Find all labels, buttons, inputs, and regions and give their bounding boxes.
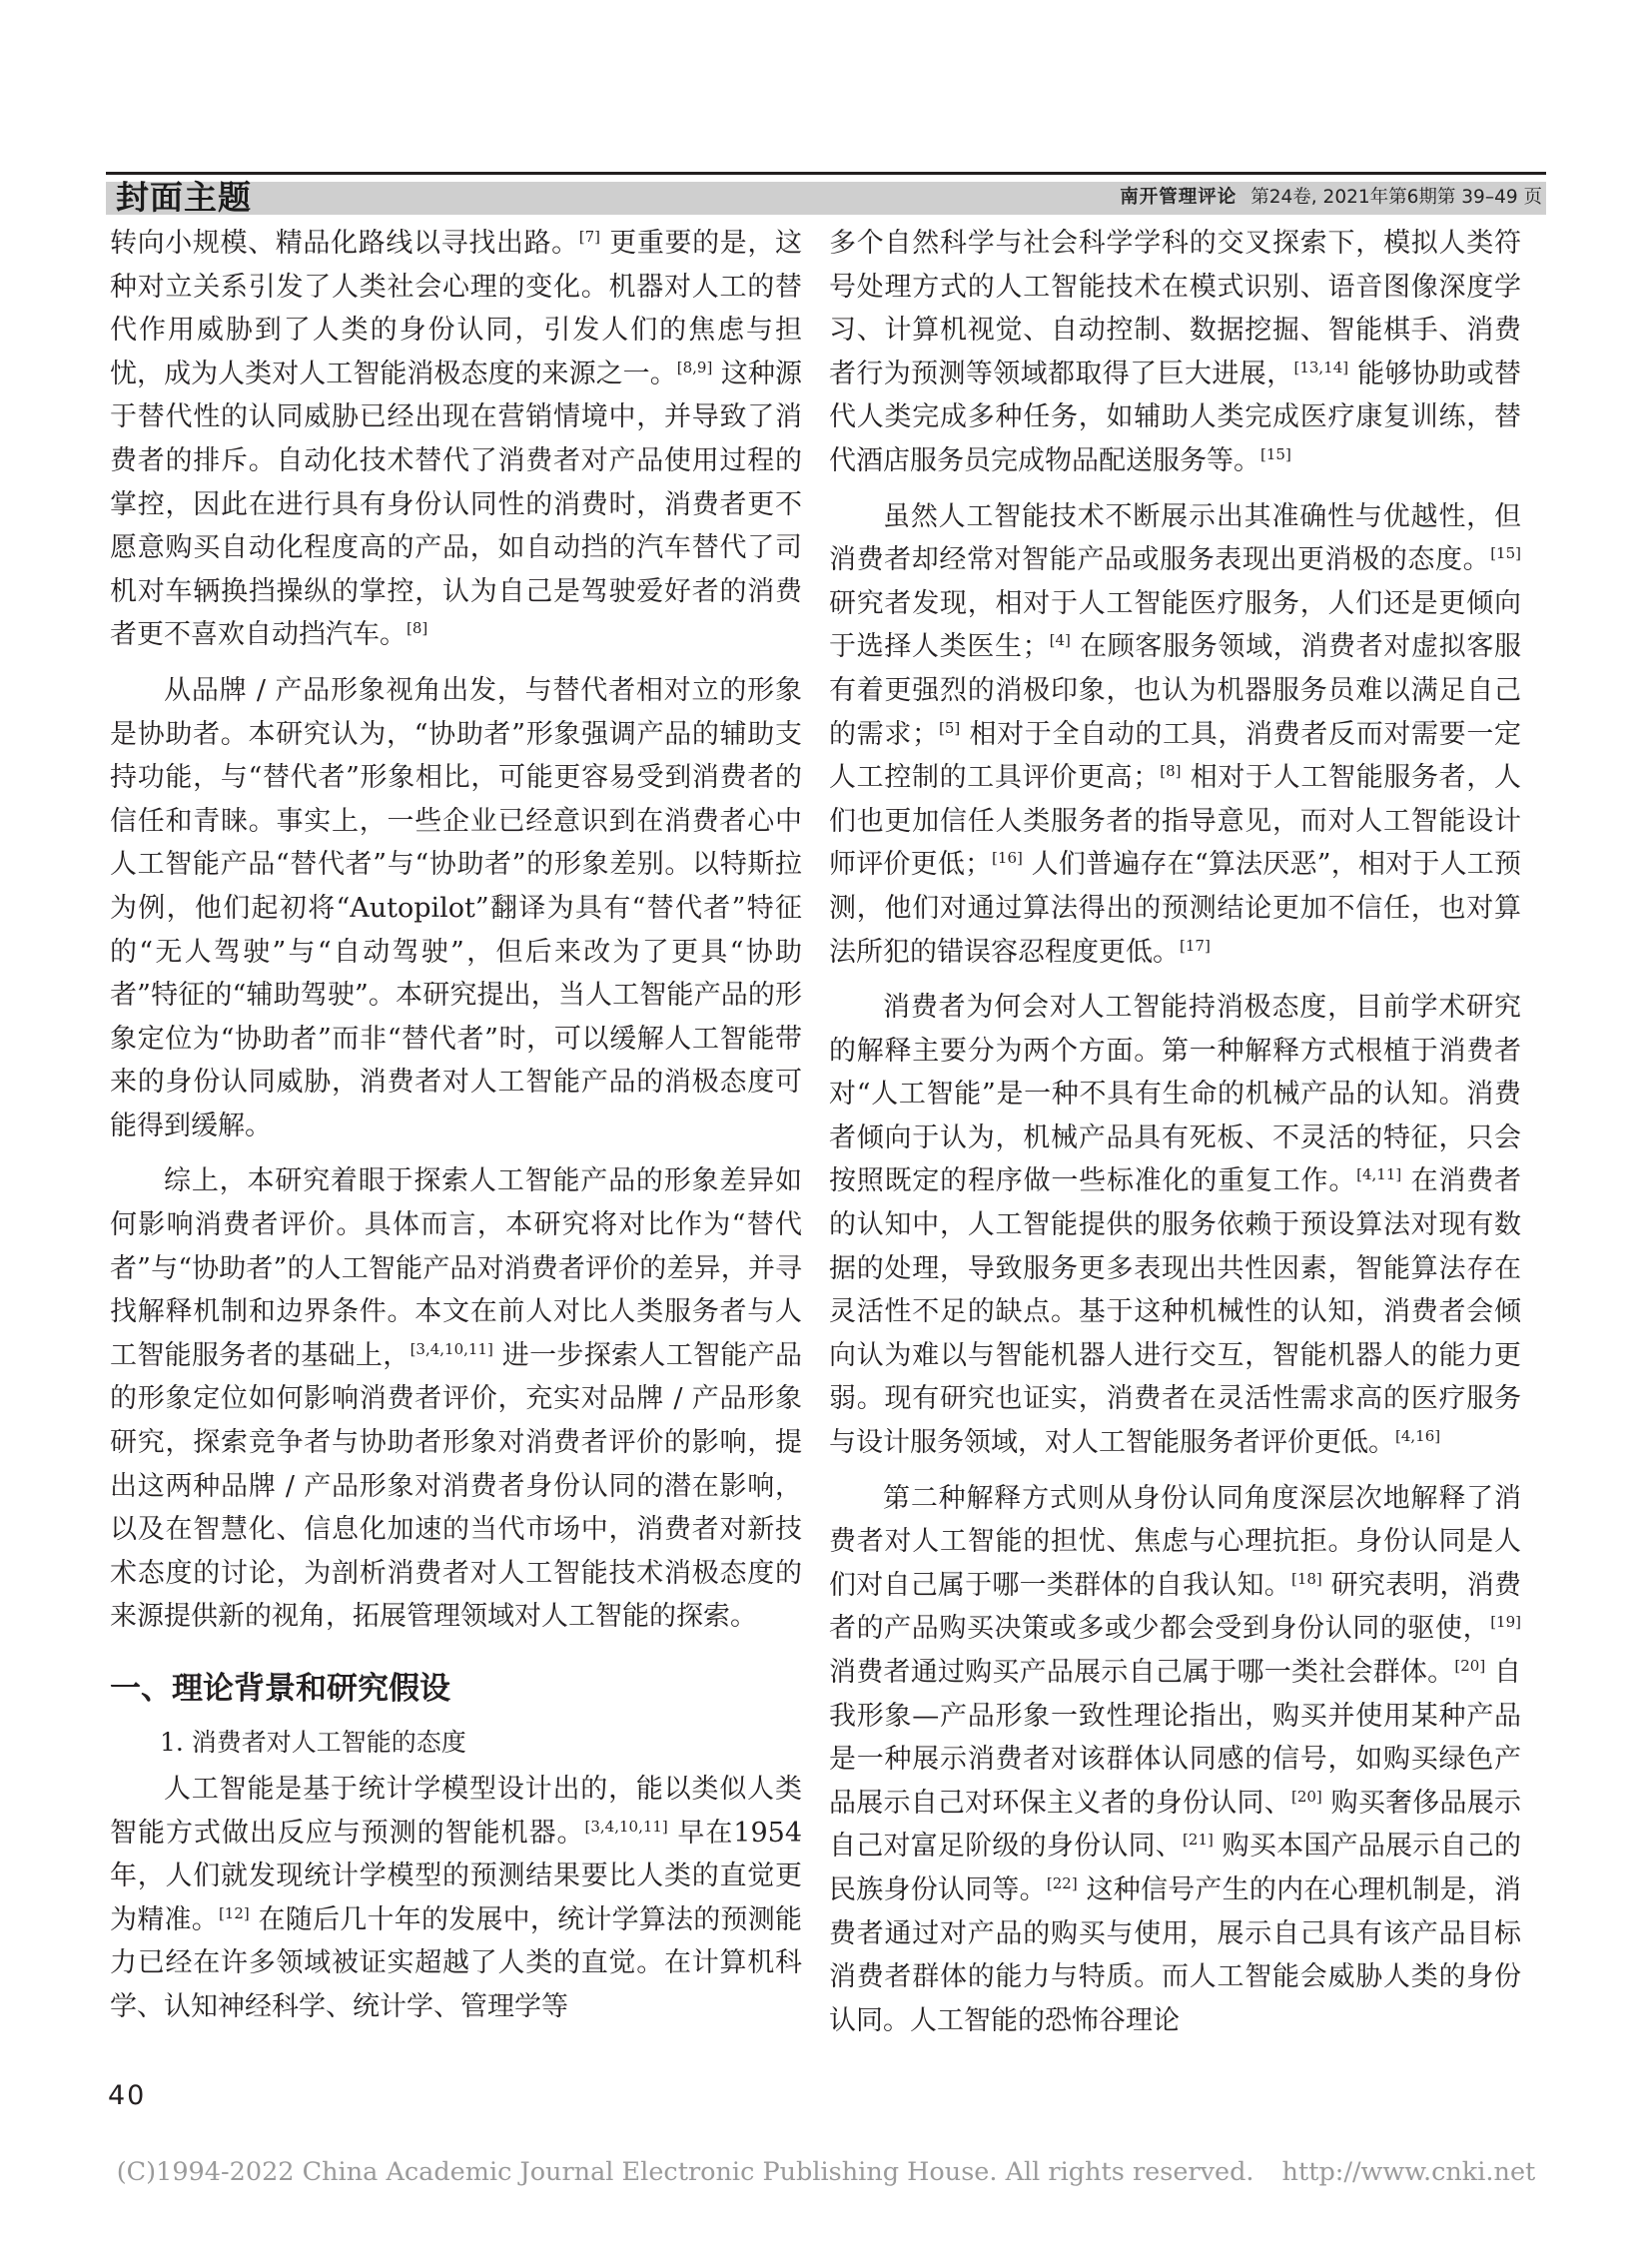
paragraph (829, 222, 1521, 483)
citation-ref: [7] (578, 228, 600, 246)
subsection-heading: 1. 消费者对人工智能的态度 (160, 1728, 466, 1757)
issue-info: 第24卷, 2021年第6期第 39–49 页 (1250, 187, 1542, 208)
body-text: 相对于全自动的工具，消费者反而对需要一定人工控制的工具评价更高； (829, 718, 1521, 794)
body-text: 人工智能是基于统计学模型设计出的，能以类似人类智能方式做出反应与预测的智能机器。 (110, 1774, 802, 1849)
paragraph (110, 222, 802, 657)
body-text: 在顾客服务领域，消费者对虚拟客服有着更强烈的消极印象，也认为机器服务员难以满足自己的需求； (829, 631, 1522, 750)
citation-ref: [18] (1290, 1569, 1322, 1588)
body-text: 第二种解释方式则从身份认同角度深层次地解释了消费者对人工智能的担忧、焦虑与心理抗拒。身份认同是人们对自己属于哪一类群体的自我认知。 (829, 1482, 1521, 1601)
body-text: 购买奢侈品展示自己对富足阶级的身份认同、 (829, 1787, 1521, 1863)
citation-ref: [20] (1454, 1657, 1486, 1675)
body-text: 相对于人工智能服务者，人们也更加信任人类服务者的指导意见，而对人工智能设计师评价更低； (829, 762, 1521, 881)
body-text: 研究表明，消费者的产品购买决策或多或少都会受到身份认同的驱使， (829, 1569, 1521, 1645)
citation-ref: [22] (1046, 1873, 1078, 1892)
citation-ref: [8] (1160, 762, 1182, 781)
paragraph (110, 1159, 802, 1639)
paragraph (829, 1477, 1521, 2043)
citation-ref: [16] (992, 849, 1023, 868)
body-text: 自我形象—产品形象一致性理论指出，购买并使用某种产品是一种展示消费者对该群体认同感的信号，如购买绿色产品展示自己对环保主义者的身份认同、 (829, 1657, 1521, 1819)
page-number: 40 (108, 2080, 147, 2111)
citation-ref: [4,16] (1395, 1427, 1441, 1446)
body-text: 转向小规模、精品化路线以寻找出路。 (110, 228, 579, 259)
body-text: 能够协助或替代人类完成多种任务，如辅助人类完成医疗康复训练，替代酒店服务员完成物品配送服务等。 (829, 358, 1521, 476)
citation-ref: [21] (1183, 1831, 1214, 1850)
body-text: 购买本国产品展示自己的民族身份认同等。 (829, 1831, 1521, 1905)
body-text: 综上，本研究着眼于探索人工智能产品的形象差异如何影响消费者评价。具体而言，本研究将对比作为“替代者”与“协助者”的人工智能产品对消费者评价的差异，并寻找解释机制和边界条件。本文在前人对比人类服务者与人工智能服务者的基础上， (110, 1165, 802, 1371)
journal-name: 南开管理评论 (1120, 187, 1238, 208)
citation-ref: [12] (218, 1903, 250, 1922)
body-text: 在随后几十年的发展中，统计学算法的预测能力已经在许多领域被证实超越了人类的直觉。在计算机科学、认知神经科学、统计学、管理学等 (110, 1903, 802, 2022)
body-text: 多个自然科学与社会科学学科的交叉探索下，模拟人类符号处理方式的人工智能技术在模式识别、语音图像深度学习、计算机视觉、自动控制、数据挖掘、智能棋手、消费者行为预测等领域都取得了巨大进展， (829, 228, 1521, 389)
body-text: 在消费者的认知中，人工智能提供的服务依赖于预设算法对现有数据的处理，导致服务更多表现出共性因素，智能算法存在灵活性不足的缺点。基于这种机械性的认知，消费者会倾向认为难以与智能机器人进行交互，智能机器人的能力更弱。现有研究也证实，消费者在灵活性需求高的医疗服务与设计服务领域，对人工智能服务者评价更低。 (829, 1165, 1521, 1459)
header-rule (106, 172, 1546, 175)
paragraph (829, 986, 1521, 1465)
citation-ref: [15] (1490, 544, 1521, 563)
body-text: 消费者为何会对人工智能持消极态度，目前学术研究的解释主要分为两个方面。第一种解释方式根植于消费者对“人工智能”是一种不具有生命的机械产品的认知。消费者倾向于认为，机械产品具有死板、不灵活的特征，只会按照既定的程序做一些标准化的重复工作。 (829, 992, 1521, 1197)
body-text: 更重要的是，这种对立关系引发了人类社会心理的变化。机器对人工的替代作用威胁到了人类的身份认同，引发人们的焦虑与担忧，成为人类对人工智能消极态度的来源之一。 (110, 228, 803, 389)
body-text: 消费者通过购买产品展示自己属于哪一类社会群体。 (829, 1657, 1455, 1688)
section-heading: 一、理论背景和研究假设 (110, 1671, 450, 1707)
section-title: 封面主题 (116, 178, 252, 217)
body-text: 这种源于替代性的认同威胁已经出现在营销情境中，并导致了消费者的排斥。自动化技术替代了消费者对产品使用过程的掌控，因此在进行具有身份认同性的消费时，消费者更不愿意购买自动化程度高的产品，如自动挡的汽车替代了司机对车辆换挡操纵的掌控，认为自己是驾驶爱好者的消费者更不喜欢自动挡汽车。 (110, 358, 803, 651)
right-column (829, 222, 1521, 2042)
citation-ref: [20] (1290, 1787, 1322, 1806)
body-text: 早在1954年，人们就发现统计学模型的预测结果要比人类的直觉更为精准。 (110, 1817, 803, 1935)
citation-ref: [3,4,10,11] (584, 1817, 668, 1836)
citation-ref: [4] (1049, 631, 1071, 650)
citation-ref: [15] (1260, 444, 1291, 463)
citation-ref: [4,11] (1356, 1165, 1402, 1184)
citation-ref: [8,9] (676, 358, 713, 376)
left-column (110, 222, 802, 2029)
paragraph (829, 495, 1521, 975)
body-text: 研究者发现，相对于人工智能医疗服务，人们还是更倾向于选择人类医生； (829, 587, 1521, 663)
body-text: 人们普遍存在“算法厌恶”，相对于人工预测，他们对通过算法得出的预测结论更加不信任，也对算法所犯的错误容忍程度更低。 (829, 849, 1521, 968)
copyright-notice: (C)1994-2022 China Academic Journal Electronic Publishing House. All rights reserved. (116, 2157, 1254, 2187)
body-text: 从品牌 / 产品形象视角出发，与替代者相对立的形象是协助者。本研究认为，“协助者”形象强调产品的辅助支持功能，与“替代者”形象相比，可能更容易受到消费者的信任和青睐。事实上，一些企业已经意识到在消费者心中人工智能产品“替代者”与“协助者”的形象差别。以特斯拉为例，他们起初将“Autopilot”翻译为具有“替代者”特征的“无人驾驶”与“自动驾驶”，但后来改为了更具“协助者”特征的“辅助驾驶”。本研究提出，当人工智能产品的形象定位为“协助者”而非“替代者”时，可以缓解人工智能带来的身份认同威胁，消费者对人工智能产品的消极态度可能得到缓解。 (110, 674, 802, 1141)
citation-ref: [19] (1490, 1613, 1521, 1632)
citation-ref: [13,14] (1293, 358, 1349, 376)
journal-header (1120, 186, 1542, 210)
body-text: 进一步探索人工智能产品的形象定位如何影响消费者评价，充实对品牌 / 产品形象研究，探索竞争者与协助者形象对消费者评价的影响，提出这两种品牌 / 产品形象对消费者身份认同的潜在影响，以及在智慧化、信息化加速的当代市场中，消费者对新技术态度的讨论，为剖析消费者对人工智能技术消极态度的来源提供新的视角，拓展管理领域对人工智能的探索。 (110, 1339, 802, 1633)
body-text: 这种信号产生的内在心理机制是，消费者通过对产品的购买与使用，展示自己具有该产品目标消费者群体的能力与特质。而人工智能会威胁人类的身份认同。人工智能的恐怖谷理论 (829, 1873, 1521, 2036)
copyright-line (0, 2157, 1652, 2187)
citation-ref: [8] (407, 619, 428, 638)
citation-ref: [5] (938, 718, 961, 737)
citation-ref: [3,4,10,11] (410, 1339, 493, 1358)
paragraph (110, 1768, 802, 2029)
body-text: 虽然人工智能技术不断展示出其准确性与优越性，但消费者却经常对智能产品或服务表现出更消极的态度。 (829, 500, 1521, 576)
website-url: http://www.cnki.net (1281, 2157, 1536, 2187)
paragraph (110, 669, 802, 1148)
citation-ref: [17] (1180, 936, 1211, 955)
